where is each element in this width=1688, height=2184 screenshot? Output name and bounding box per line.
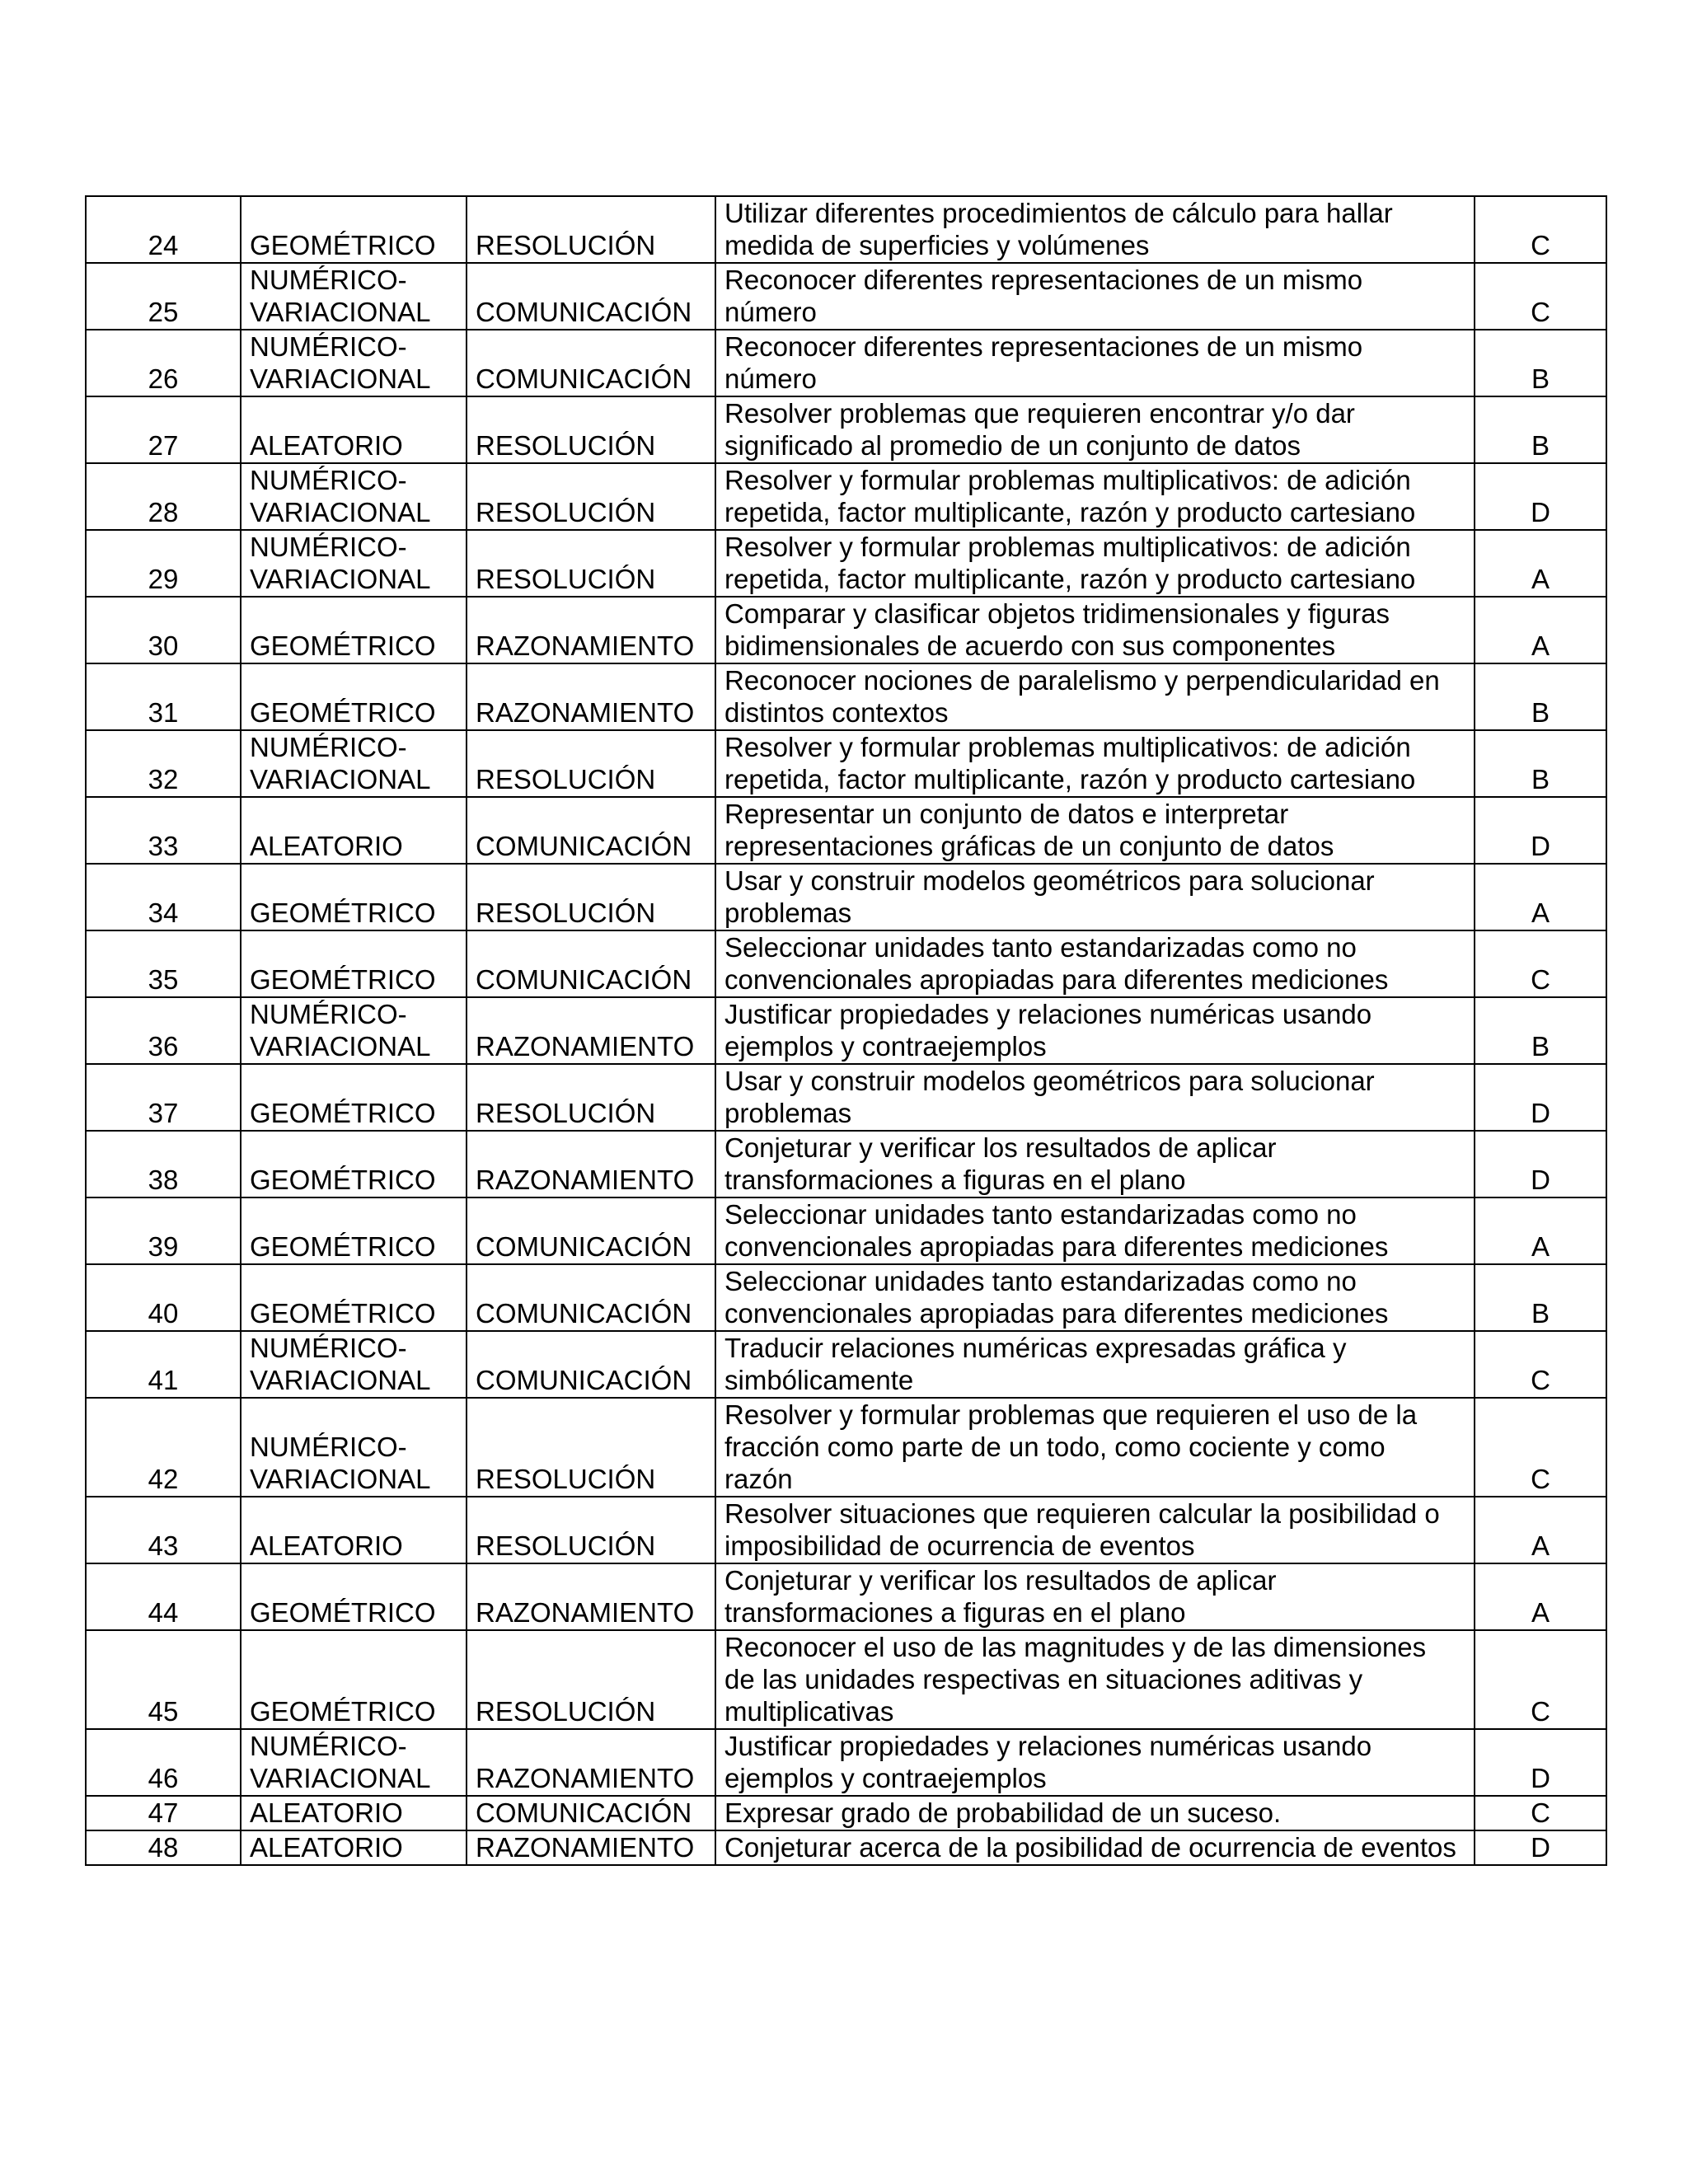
table-row xyxy=(86,1197,1606,1264)
table-row xyxy=(86,930,1606,997)
answer-key-cell: D xyxy=(1475,797,1606,864)
competency-cell: COMUNICACIÓN xyxy=(467,930,715,997)
statement-cell: Utilizar diferentes procedimientos de cálculo para hallar medida de superficies y volúmenes xyxy=(715,196,1475,263)
statement-cell: Resolver y formular problemas multiplicativos: de adición repetida, factor multiplicante, razón y producto cartesiano xyxy=(715,530,1475,597)
table-row xyxy=(86,1563,1606,1630)
component-cell: GEOMÉTRICO xyxy=(241,1563,467,1630)
table-row xyxy=(86,730,1606,797)
competency-cell: RAZONAMIENTO xyxy=(467,1729,715,1796)
component-cell: NUMÉRICO- VARIACIONAL xyxy=(241,1729,467,1796)
competency-cell: RESOLUCIÓN xyxy=(467,1398,715,1497)
component-cell: NUMÉRICO- VARIACIONAL xyxy=(241,997,467,1064)
item-number: 26 xyxy=(86,330,241,396)
competency-cell: RAZONAMIENTO xyxy=(467,1563,715,1630)
table-row xyxy=(86,1830,1606,1865)
component-cell: GEOMÉTRICO xyxy=(241,1197,467,1264)
statement-cell: Reconocer diferentes representaciones de un mismo número xyxy=(715,330,1475,396)
statement-cell: Usar y construir modelos geométricos para solucionar problemas xyxy=(715,864,1475,930)
component-cell: NUMÉRICO- VARIACIONAL xyxy=(241,530,467,597)
statement-cell: Seleccionar unidades tanto estandarizadas como no convencionales apropiadas para diferentes mediciones xyxy=(715,1197,1475,1264)
item-number: 44 xyxy=(86,1563,241,1630)
answer-key-cell: A xyxy=(1475,1497,1606,1563)
statement-cell: Resolver problemas que requieren encontrar y/o dar significado al promedio de un conjunto de datos xyxy=(715,396,1475,463)
table-row xyxy=(86,1264,1606,1331)
item-number: 32 xyxy=(86,730,241,797)
statement-cell: Resolver y formular problemas multiplicativos: de adición repetida, factor multiplicante, razón y producto cartesiano xyxy=(715,730,1475,797)
component-cell: GEOMÉTRICO xyxy=(241,597,467,663)
table-row xyxy=(86,1729,1606,1796)
answer-key-cell: D xyxy=(1475,1064,1606,1131)
component-cell: NUMÉRICO- VARIACIONAL xyxy=(241,463,467,530)
item-number: 31 xyxy=(86,663,241,730)
statement-cell: Resolver situaciones que requieren calcular la posibilidad o imposibilidad de ocurrencia de eventos xyxy=(715,1497,1475,1563)
statement-cell: Comparar y clasificar objetos tridimensionales y figuras bidimensionales de acuerdo con sus componentes xyxy=(715,597,1475,663)
item-number: 43 xyxy=(86,1497,241,1563)
competency-cell: RAZONAMIENTO xyxy=(467,1131,715,1197)
answer-key-cell: D xyxy=(1475,1131,1606,1197)
item-number: 38 xyxy=(86,1131,241,1197)
competency-cell: COMUNICACIÓN xyxy=(467,263,715,330)
item-number: 27 xyxy=(86,396,241,463)
component-cell: ALEATORIO xyxy=(241,396,467,463)
component-cell: NUMÉRICO- VARIACIONAL xyxy=(241,1398,467,1497)
competency-cell: RESOLUCIÓN xyxy=(467,1630,715,1729)
component-cell: GEOMÉTRICO xyxy=(241,1264,467,1331)
item-number: 29 xyxy=(86,530,241,597)
component-cell: ALEATORIO xyxy=(241,1830,467,1865)
statement-cell: Justificar propiedades y relaciones numéricas usando ejemplos y contraejemplos xyxy=(715,997,1475,1064)
table-row xyxy=(86,330,1606,396)
competency-cell: COMUNICACIÓN xyxy=(467,1197,715,1264)
item-number: 46 xyxy=(86,1729,241,1796)
component-cell: GEOMÉTRICO xyxy=(241,930,467,997)
component-cell: GEOMÉTRICO xyxy=(241,1064,467,1131)
statement-cell: Reconocer nociones de paralelismo y perpendicularidad en distintos contextos xyxy=(715,663,1475,730)
competency-cell: RESOLUCIÓN xyxy=(467,463,715,530)
answer-key-cell: C xyxy=(1475,263,1606,330)
statement-cell: Conjeturar y verificar los resultados de aplicar transformaciones a figuras en el plano xyxy=(715,1563,1475,1630)
answer-key-cell: A xyxy=(1475,597,1606,663)
answer-key-cell: B xyxy=(1475,396,1606,463)
competency-cell: RAZONAMIENTO xyxy=(467,997,715,1064)
answer-key-cell: C xyxy=(1475,1398,1606,1497)
item-number: 33 xyxy=(86,797,241,864)
table-row xyxy=(86,1064,1606,1131)
component-cell: ALEATORIO xyxy=(241,1497,467,1563)
statement-cell: Conjeturar y verificar los resultados de aplicar transformaciones a figuras en el plano xyxy=(715,1131,1475,1197)
competency-cell: RESOLUCIÓN xyxy=(467,1497,715,1563)
component-cell: NUMÉRICO- VARIACIONAL xyxy=(241,730,467,797)
competency-cell: COMUNICACIÓN xyxy=(467,330,715,396)
answer-key-cell: B xyxy=(1475,663,1606,730)
answer-key-cell: C xyxy=(1475,1796,1606,1830)
statement-cell: Expresar grado de probabilidad de un suceso. xyxy=(715,1796,1475,1830)
table-row xyxy=(86,797,1606,864)
competency-cell: RAZONAMIENTO xyxy=(467,1830,715,1865)
item-number: 25 xyxy=(86,263,241,330)
table-row xyxy=(86,1497,1606,1563)
competency-cell: COMUNICACIÓN xyxy=(467,1796,715,1830)
answer-key-cell: C xyxy=(1475,196,1606,263)
competency-cell: COMUNICACIÓN xyxy=(467,1331,715,1398)
statement-cell: Resolver y formular problemas que requieren el uso de la fracción como parte de un todo, como cociente y como razón xyxy=(715,1398,1475,1497)
answer-key-cell: B xyxy=(1475,330,1606,396)
answer-key-cell: B xyxy=(1475,730,1606,797)
competency-cell: RESOLUCIÓN xyxy=(467,530,715,597)
item-number: 36 xyxy=(86,997,241,1064)
answer-key-cell: D xyxy=(1475,1830,1606,1865)
competency-cell: RESOLUCIÓN xyxy=(467,396,715,463)
statement-cell: Conjeturar acerca de la posibilidad de ocurrencia de eventos xyxy=(715,1830,1475,1865)
answer-key-cell: B xyxy=(1475,1264,1606,1331)
answer-key-cell: B xyxy=(1475,997,1606,1064)
answer-key-cell: A xyxy=(1475,1563,1606,1630)
item-number: 39 xyxy=(86,1197,241,1264)
statement-cell: Usar y construir modelos geométricos para solucionar problemas xyxy=(715,1064,1475,1131)
component-cell: GEOMÉTRICO xyxy=(241,663,467,730)
answer-key-table xyxy=(85,195,1607,1866)
item-number: 48 xyxy=(86,1830,241,1865)
statement-cell: Representar un conjunto de datos e interpretar representaciones gráficas de un conjunto de datos xyxy=(715,797,1475,864)
answer-key-cell: D xyxy=(1475,463,1606,530)
answer-key-cell: A xyxy=(1475,530,1606,597)
competency-cell: COMUNICACIÓN xyxy=(467,797,715,864)
table-row xyxy=(86,263,1606,330)
item-number: 40 xyxy=(86,1264,241,1331)
item-number: 37 xyxy=(86,1064,241,1131)
component-cell: NUMÉRICO- VARIACIONAL xyxy=(241,1331,467,1398)
item-number: 30 xyxy=(86,597,241,663)
competency-cell: RESOLUCIÓN xyxy=(467,730,715,797)
answer-key-cell: C xyxy=(1475,930,1606,997)
component-cell: GEOMÉTRICO xyxy=(241,196,467,263)
item-number: 24 xyxy=(86,196,241,263)
statement-cell: Reconocer diferentes representaciones de un mismo número xyxy=(715,263,1475,330)
table-row xyxy=(86,1630,1606,1729)
competency-cell: RESOLUCIÓN xyxy=(467,196,715,263)
table-row xyxy=(86,396,1606,463)
competency-cell: RESOLUCIÓN xyxy=(467,864,715,930)
item-number: 42 xyxy=(86,1398,241,1497)
statement-cell: Seleccionar unidades tanto estandarizadas como no convencionales apropiadas para diferentes mediciones xyxy=(715,930,1475,997)
component-cell: ALEATORIO xyxy=(241,797,467,864)
table-row xyxy=(86,1131,1606,1197)
table-row xyxy=(86,597,1606,663)
table-row xyxy=(86,997,1606,1064)
statement-cell: Resolver y formular problemas multiplicativos: de adición repetida, factor multiplicante, razón y producto cartesiano xyxy=(715,463,1475,530)
item-number: 28 xyxy=(86,463,241,530)
competency-cell: RAZONAMIENTO xyxy=(467,597,715,663)
table-row xyxy=(86,1331,1606,1398)
table-row xyxy=(86,530,1606,597)
answer-key-cell: C xyxy=(1475,1630,1606,1729)
table-row xyxy=(86,463,1606,530)
table-row xyxy=(86,663,1606,730)
competency-cell: RESOLUCIÓN xyxy=(467,1064,715,1131)
item-number: 41 xyxy=(86,1331,241,1398)
item-number: 47 xyxy=(86,1796,241,1830)
competency-cell: COMUNICACIÓN xyxy=(467,1264,715,1331)
answer-key-cell: D xyxy=(1475,1729,1606,1796)
item-number: 35 xyxy=(86,930,241,997)
answer-key-cell: A xyxy=(1475,864,1606,930)
item-number: 45 xyxy=(86,1630,241,1729)
table-row xyxy=(86,864,1606,930)
component-cell: NUMÉRICO- VARIACIONAL xyxy=(241,330,467,396)
statement-cell: Justificar propiedades y relaciones numéricas usando ejemplos y contraejemplos xyxy=(715,1729,1475,1796)
table-row xyxy=(86,1398,1606,1497)
component-cell: ALEATORIO xyxy=(241,1796,467,1830)
statement-cell: Seleccionar unidades tanto estandarizadas como no convencionales apropiadas para diferentes mediciones xyxy=(715,1264,1475,1331)
statement-cell: Traducir relaciones numéricas expresadas gráfica y simbólicamente xyxy=(715,1331,1475,1398)
competency-cell: RAZONAMIENTO xyxy=(467,663,715,730)
answer-key-cell: C xyxy=(1475,1331,1606,1398)
answer-key-table-body xyxy=(86,196,1606,1865)
table-row xyxy=(86,1796,1606,1830)
item-number: 34 xyxy=(86,864,241,930)
component-cell: GEOMÉTRICO xyxy=(241,1630,467,1729)
component-cell: GEOMÉTRICO xyxy=(241,1131,467,1197)
answer-key-cell: A xyxy=(1475,1197,1606,1264)
statement-cell: Reconocer el uso de las magnitudes y de las dimensiones de las unidades respectivas en situaciones aditivas y multiplicativas xyxy=(715,1630,1475,1729)
component-cell: NUMÉRICO- VARIACIONAL xyxy=(241,263,467,330)
component-cell: GEOMÉTRICO xyxy=(241,864,467,930)
table-row xyxy=(86,196,1606,263)
